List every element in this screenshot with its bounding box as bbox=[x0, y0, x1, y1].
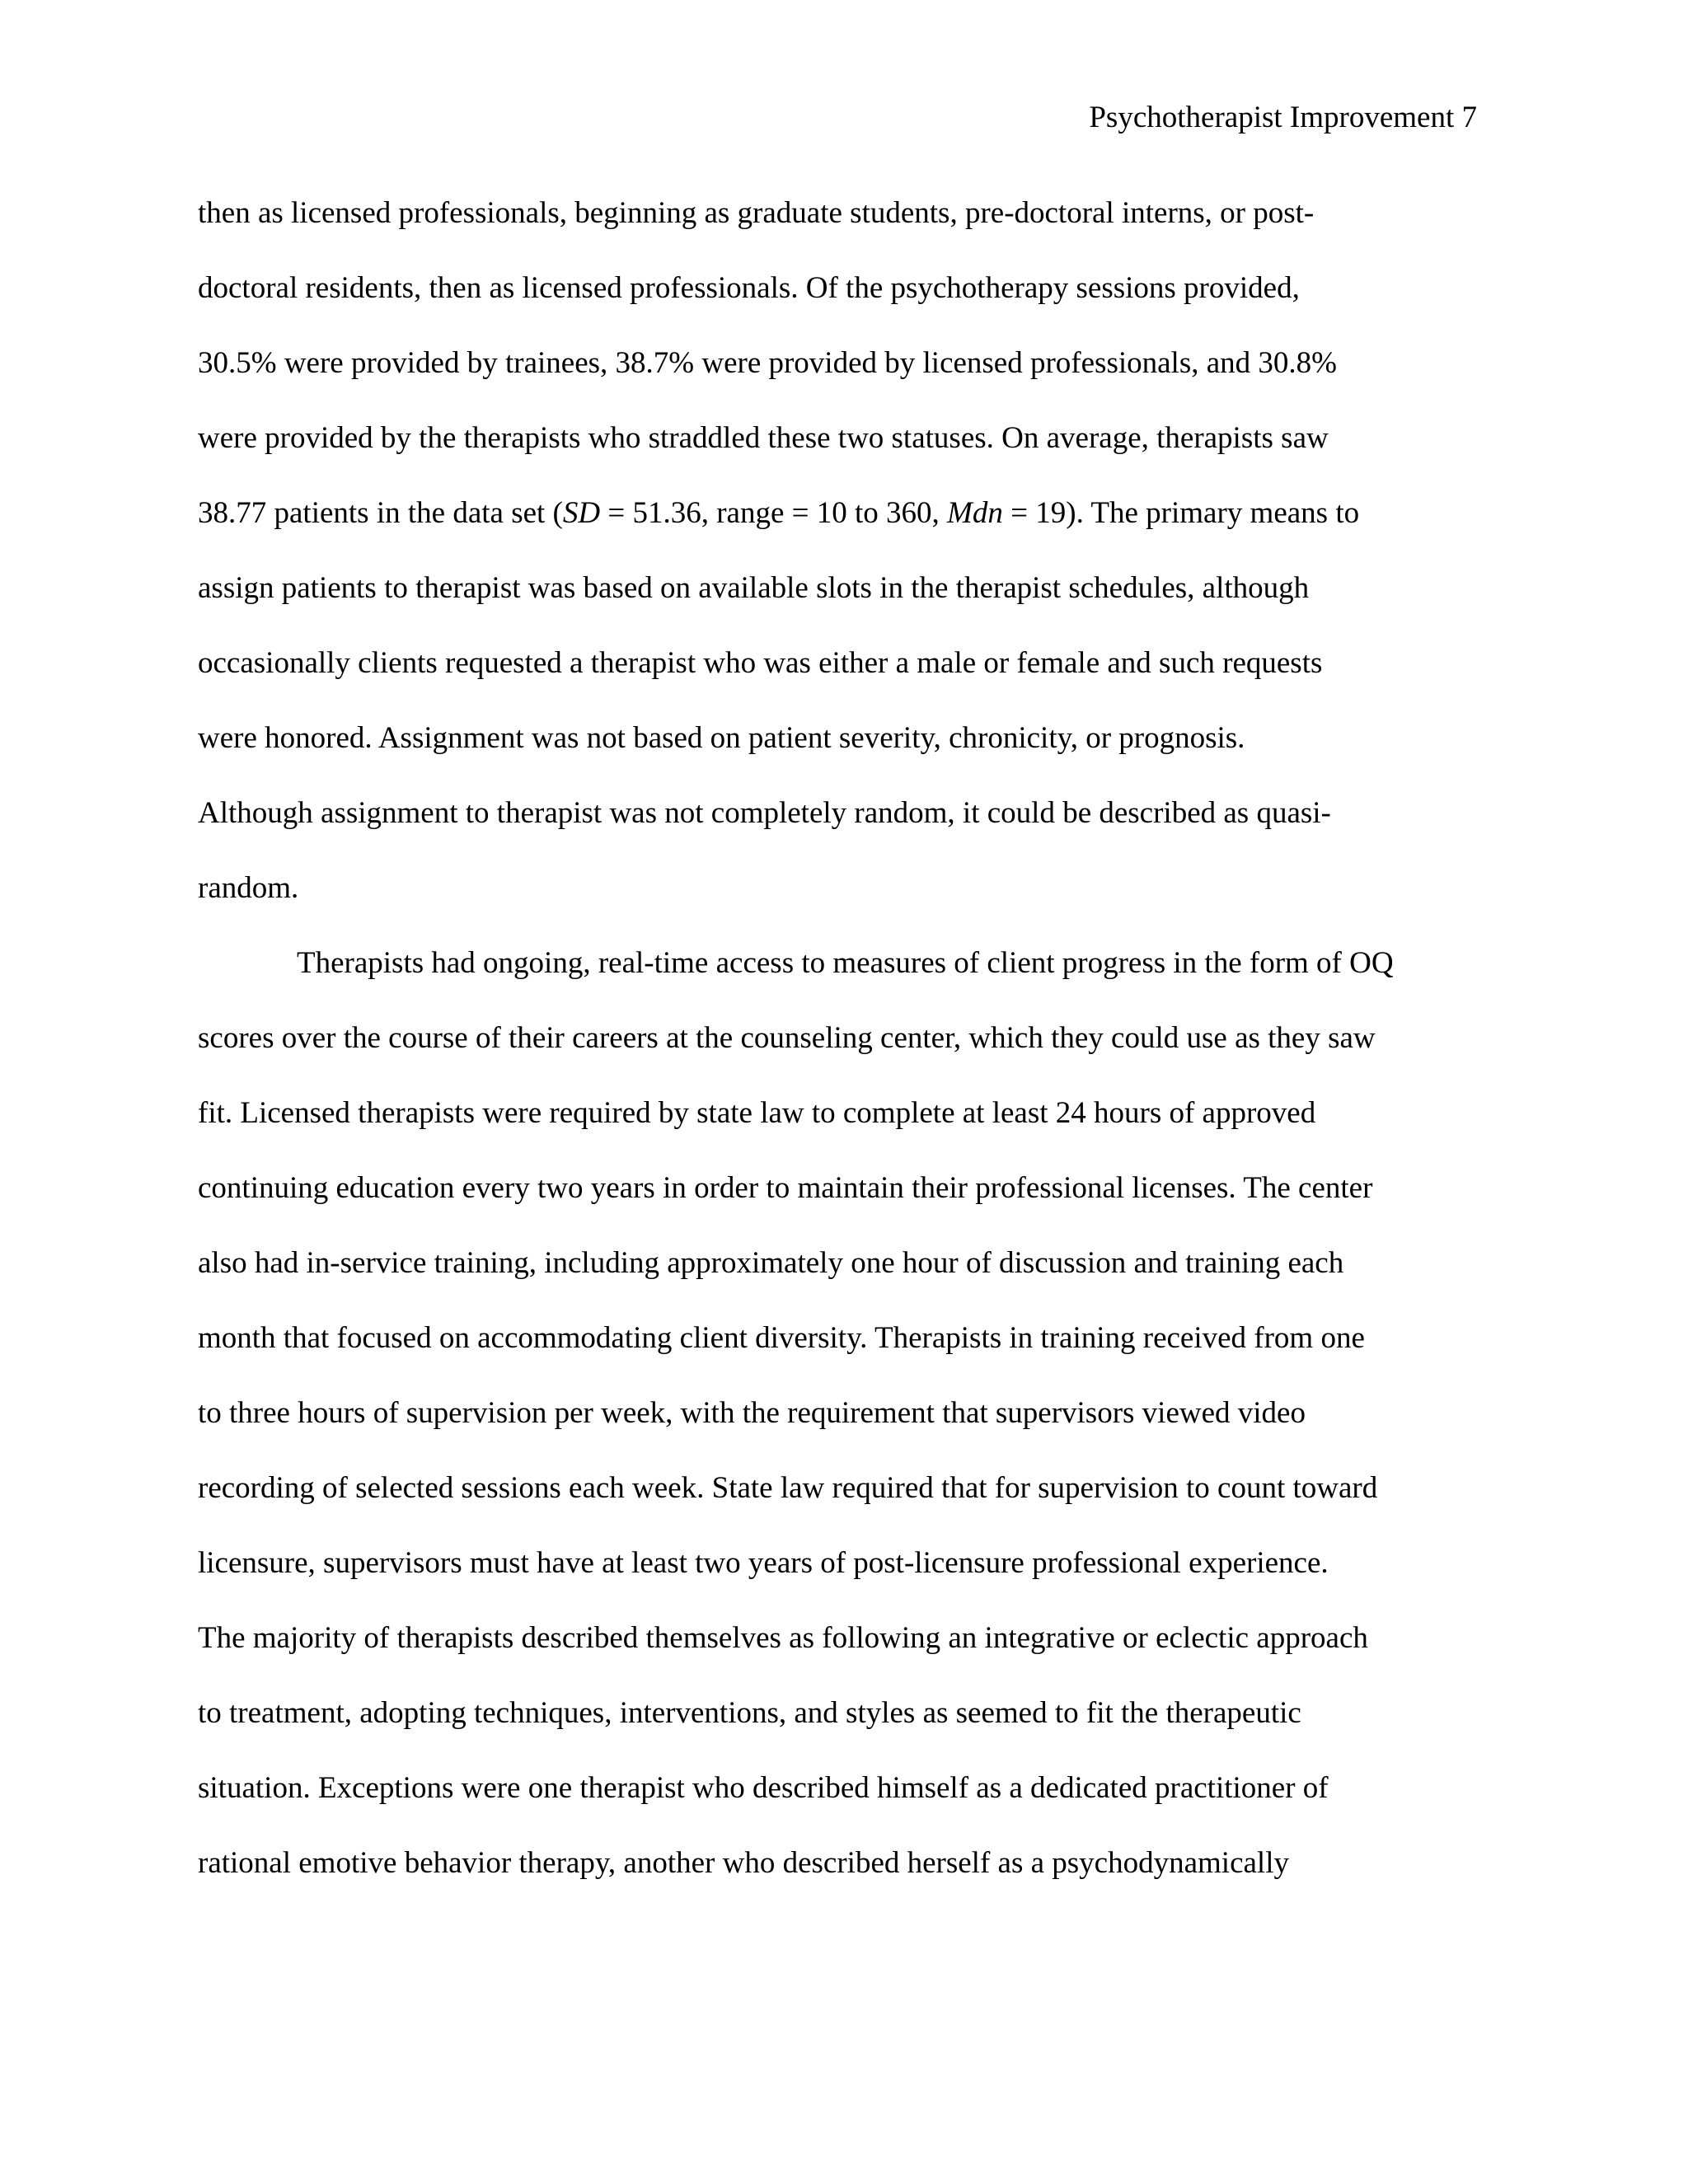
text-line-6: assign patients to therapist was based on available slots in the therapist schedules, although bbox=[198, 571, 1310, 605]
mdn-label: Mdn bbox=[947, 496, 1003, 530]
text-line-16: month that focused on accommodating client diversity. Therapists in training received from one bbox=[198, 1321, 1365, 1355]
text-line-5-seg-a: 38.77 patients in the data set ( bbox=[198, 496, 563, 530]
text-line-14: continuing education every two years in order to maintain their professional licenses. The center bbox=[198, 1171, 1373, 1205]
text-line-8: were honored. Assignment was not based on patient severity, chronicity, or prognosis. bbox=[198, 721, 1245, 755]
text-line-23: rational emotive behavior therapy, another who described herself as a psychodynamically bbox=[198, 1846, 1289, 1880]
text-line-10: random. bbox=[198, 871, 299, 905]
text-line-17: to three hours of supervision per week, with the requirement that supervisors viewed video bbox=[198, 1396, 1306, 1430]
text-line-1: then as licensed professionals, beginning as graduate students, pre-doctoral interns, or post- bbox=[198, 196, 1315, 230]
text-line-5-seg-b: = 51.36, range = 10 to 360, bbox=[600, 496, 948, 530]
text-line-13: fit. Licensed therapists were required by state law to complete at least 24 hours of approved bbox=[198, 1096, 1316, 1130]
text-line-2: doctoral residents, then as licensed professionals. Of the psychotherapy sessions provided, bbox=[198, 271, 1300, 305]
running-head: Psychotherapist Improvement 7 bbox=[1089, 101, 1477, 134]
text-line-21: to treatment, adopting techniques, interventions, and styles as seemed to fit the therapeutic bbox=[198, 1696, 1301, 1730]
text-line-22: situation. Exceptions were one therapist who described himself as a dedicated practitioner of bbox=[198, 1771, 1329, 1805]
sd-label: SD bbox=[562, 496, 601, 530]
text-line-12: scores over the course of their careers at the counseling center, which they could use as they saw bbox=[198, 1021, 1376, 1055]
text-line-20: The majority of therapists described themselves as following an integrative or eclectic approach bbox=[198, 1621, 1368, 1655]
text-line-18: recording of selected sessions each week. State law required that for supervision to count toward bbox=[198, 1471, 1378, 1505]
text-line-19: licensure, supervisors must have at least two years of post-licensure professional experience. bbox=[198, 1546, 1329, 1580]
text-line-5-seg-c: = 19). The primary means to bbox=[1002, 496, 1360, 530]
text-line-7: occasionally clients requested a therapist who was either a male or female and such requests bbox=[198, 646, 1323, 680]
text-line-11: Therapists had ongoing, real-time access to measures of client progress in the form of OQ bbox=[297, 946, 1394, 980]
text-line-5 bbox=[198, 493, 1359, 534]
text-line-3: 30.5% were provided by trainees, 38.7% were provided by licensed professionals, and 30.8% bbox=[198, 346, 1337, 380]
text-line-15: also had in-service training, including approximately one hour of discussion and training each bbox=[198, 1246, 1344, 1280]
text-line-4: were provided by the therapists who straddled these two statuses. On average, therapists saw bbox=[198, 421, 1329, 455]
text-line-9: Although assignment to therapist was not completely random, it could be described as quasi- bbox=[198, 796, 1331, 830]
